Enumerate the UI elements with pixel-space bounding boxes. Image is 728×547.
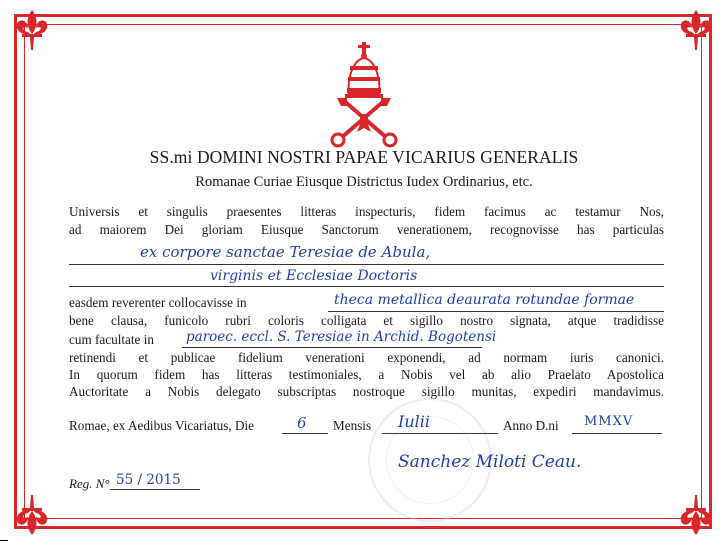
handwritten-relic-line-1: ex corpore sanctae Teresiae de Abula,	[140, 243, 431, 261]
handwritten-reg-number: 55 / 2015	[116, 472, 181, 488]
body-line-6: retinendi et publicae fidelium venerationi exponendi, ad normam iuris canonici.	[69, 350, 664, 365]
fill-line	[110, 489, 200, 490]
handwritten-recipient: paroec. eccl. S. Teresiae in Archid. Bogotensi	[186, 329, 497, 345]
fill-line	[69, 264, 664, 265]
body-line-8: Auctoritate a Nobis delegato subscriptas nostroque sigillo munitas, expediri mandavimus.	[69, 384, 664, 399]
body-line-1: Universis et singulis praesentes litteras inspecturis, fidem facimus ac testamur Nos,	[69, 204, 664, 219]
handwritten-container: theca metallica deaurata rotundae formae	[334, 292, 635, 308]
document-title: SS.mi DOMINI NOSTRI PAPAE VICARIUS GENERALIS	[149, 147, 579, 167]
handwritten-month: Iulii	[398, 412, 430, 431]
year-label: Anno D.ni	[503, 418, 559, 433]
fill-line	[182, 347, 482, 348]
place-date-label: Romae, ex Aedibus Vicariatus, Die	[69, 418, 255, 433]
handwritten-relic-line-2: virginis et Ecclesiae Doctoris	[210, 268, 418, 284]
document-subtitle: Romanae Curiae Eiusque Districtus Iudex Ordinarius, etc.	[195, 174, 533, 190]
body-line-5: cum facultate in	[69, 332, 154, 347]
fleur-de-lis-icon	[6, 6, 58, 58]
fill-line	[69, 286, 664, 287]
body-line-3: easdem reverenter collocavisse in	[69, 295, 247, 310]
fill-line	[382, 433, 498, 434]
fleur-de-lis-icon	[670, 487, 722, 539]
papal-tiara-keys-emblem-icon	[323, 42, 405, 148]
reg-label: Reg. N°	[69, 476, 110, 491]
body-line-7: In quorum fidem has litteras testimoniales, a Nobis vel ab alio Praelato Apostolica	[69, 367, 664, 382]
handwritten-day: 6	[297, 414, 307, 432]
fill-line	[328, 311, 664, 312]
signature: Sanchez Miloti Ceau.	[398, 452, 582, 472]
body-line-4: bene clausa, funicolo rubri coloris colligata et sigillo nostro signata, atque tradidisse	[69, 313, 664, 328]
body-line-2: ad maiorem Dei gloriam Eiusque Sanctorum venerationem, recognovisse has particulas	[69, 222, 664, 237]
margin-mark	[0, 540, 8, 541]
fill-line	[282, 433, 328, 434]
handwritten-year: MMXV	[584, 414, 634, 429]
fleur-de-lis-icon	[670, 6, 722, 58]
fleur-de-lis-icon	[6, 487, 58, 539]
fill-line	[572, 433, 662, 434]
month-label: Mensis	[333, 418, 372, 433]
